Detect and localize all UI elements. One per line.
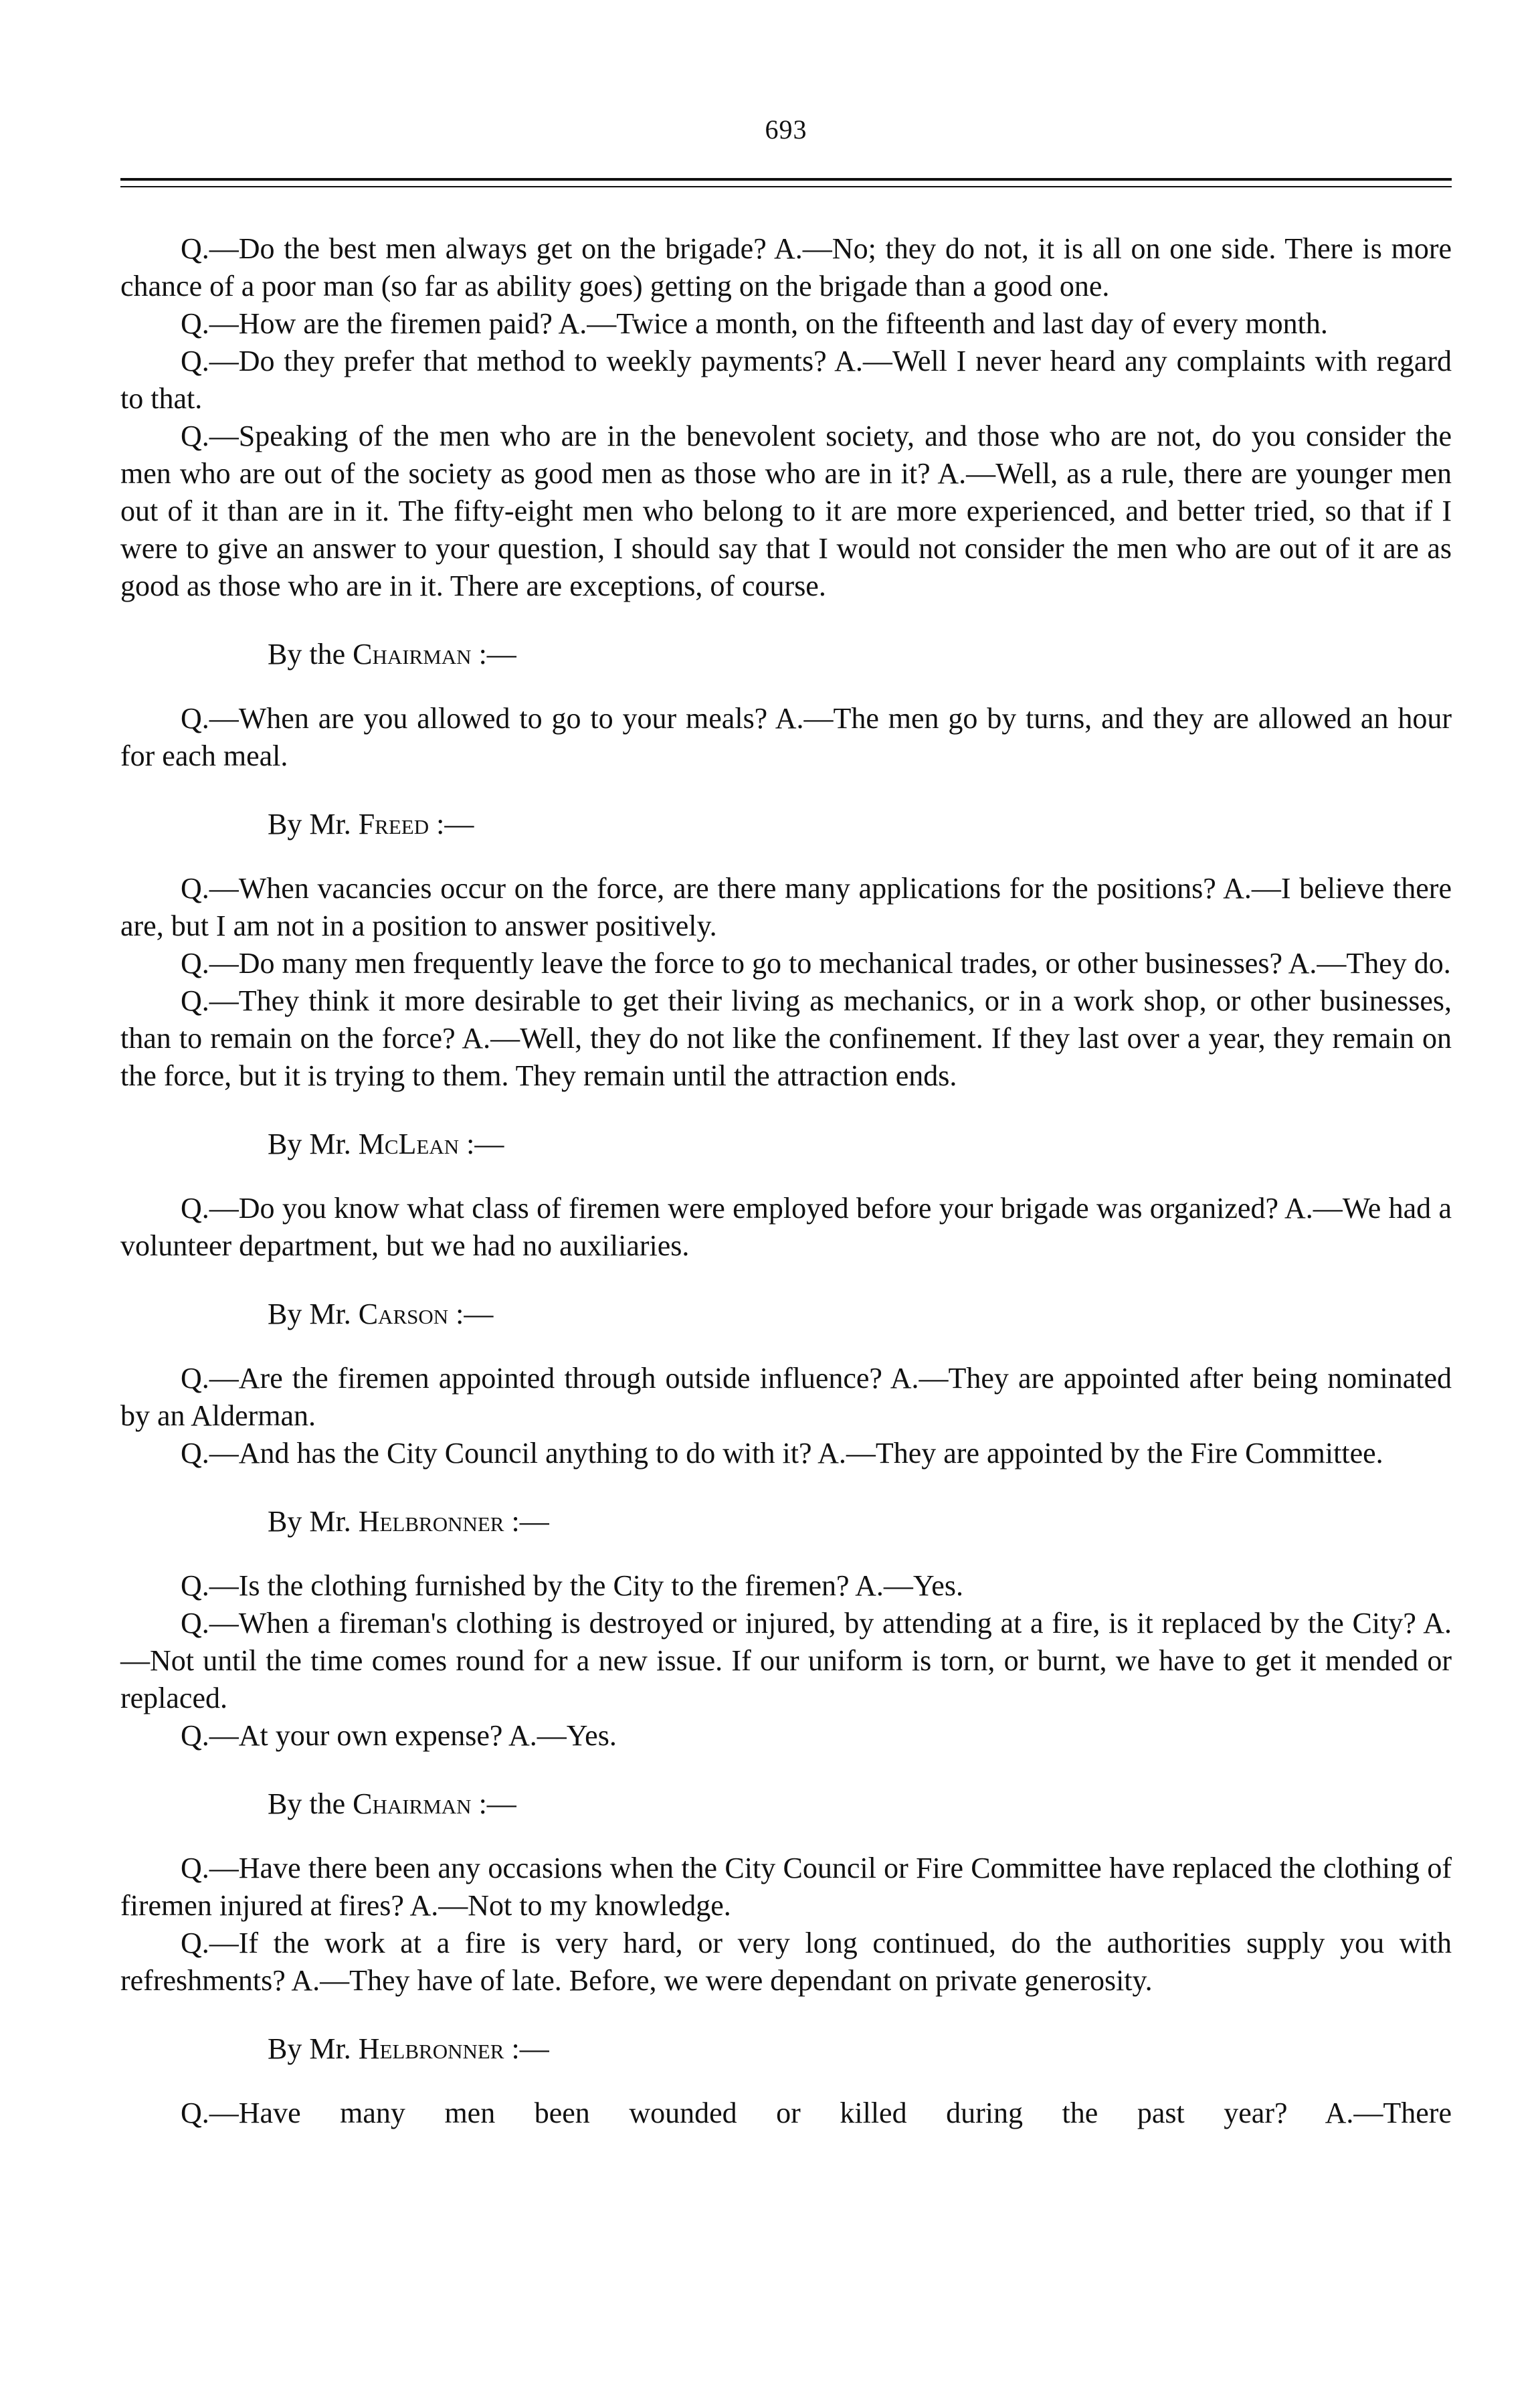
header-rule-thick	[120, 178, 1452, 181]
speaker-heading	[120, 636, 1452, 673]
question-text: Q.—When are you allowed to go to your meals?	[181, 702, 768, 735]
answer-text: A.—Twice a month, on the fifteenth and last day of every month.	[558, 307, 1328, 340]
qa-paragraph	[120, 982, 1452, 1095]
question-text: Q.—Do you know what class of firemen were employed before your brigade was organized?	[181, 1192, 1278, 1225]
answer-text: A.—Well, they do not like the confinement. If they last over a year, they remain on the force, but it is trying to them. They remain until the attraction ends.	[120, 1022, 1452, 1092]
qa-paragraph	[120, 1435, 1452, 1472]
qa-paragraph	[120, 343, 1452, 418]
document-page	[120, 114, 1452, 2362]
qa-paragraph	[120, 1605, 1452, 1717]
header-rule-thin	[120, 186, 1452, 187]
answer-text: A.—Not to my knowledge.	[409, 1889, 731, 1922]
question-text: Q.—When a fireman's clothing is destroyed or injured, by attending at a fire, is it replaced by the City?	[181, 1607, 1416, 1639]
answer-text: A.—Yes.	[508, 1719, 617, 1752]
speaker-name: McLean	[358, 1128, 460, 1160]
question-text: Q.—If the work at a fire is very hard, or very long continued, do the authorities supply you with refreshments?	[120, 1927, 1452, 1997]
qa-paragraph	[120, 1925, 1452, 2000]
qa-paragraph	[120, 700, 1452, 775]
answer-text: A.—Not until the time comes round for a new issue. If our uniform is torn, or burnt, we have to get it mended or replaced.	[120, 1607, 1452, 1714]
answer-text: A.—Well, as a rule, there are younger men out of it than are in it. The fifty-eight men who belong to it are more experienced, and better tried, so that if I were to give an answer to your question, I should say that I would not consider the men who are out of it are as good as those who are in it. There are exceptions, of course.	[120, 457, 1452, 602]
speaker-heading	[120, 1296, 1452, 1333]
speaker-prefix: By the	[268, 1787, 346, 1820]
speaker-prefix: By Mr.	[268, 1298, 351, 1330]
question-text: Q.—At your own expense?	[181, 1719, 503, 1752]
answer-text: A.—They have of late. Before, we were dependant on private generosity.	[291, 1964, 1153, 1997]
answer-text: A.—The men go by turns, and they are allowed an hour for each meal.	[120, 702, 1452, 772]
question-text: Q.—Do they prefer that method to weekly payments?	[181, 345, 827, 377]
question-text: Q.—Do the best men always get on the brigade?	[181, 232, 767, 265]
answer-text: A.—Well I never heard any complaints with regard to that.	[120, 345, 1452, 415]
testimony-text	[120, 230, 1452, 2132]
speaker-heading	[120, 1785, 1452, 1823]
qa-paragraph	[120, 305, 1452, 343]
speaker-prefix: By Mr.	[268, 808, 351, 840]
qa-paragraph	[120, 1850, 1452, 1925]
speaker-prefix: By Mr.	[268, 1128, 351, 1160]
answer-text: A.—They do.	[1288, 947, 1451, 980]
qa-paragraph	[120, 230, 1452, 305]
question-text: Q.—How are the firemen paid?	[181, 307, 553, 340]
qa-paragraph	[120, 870, 1452, 945]
question-text: Q.—Have there been any occasions when the City Council or Fire Committee have replaced the clothing of firemen injured at fires?	[120, 1852, 1452, 1922]
speaker-prefix: By the	[268, 638, 346, 671]
speaker-heading	[120, 1503, 1452, 1540]
qa-paragraph	[120, 1190, 1452, 1265]
answer-text: A.—They are appointed after being nominated by an Alderman.	[120, 1362, 1452, 1432]
question-text: Q.—Have many men been wounded or killed during the past year?	[181, 2097, 1288, 2129]
speaker-suffix: :—	[511, 2032, 549, 2065]
speaker-suffix: :—	[436, 808, 474, 840]
qa-paragraph	[120, 418, 1452, 605]
question-text: Q.—Speaking of the men who are in the benevolent society, and those who are not, do you consider the men who are out of the society as good men as those who are in it?	[120, 420, 1452, 490]
qa-paragraph	[120, 1360, 1452, 1435]
speaker-name: Chairman	[353, 1787, 472, 1820]
speaker-suffix: :—	[456, 1298, 494, 1330]
answer-text: A.—We had a volunteer department, but we had no auxiliaries.	[120, 1192, 1452, 1262]
answer-text: A.—There	[1325, 2097, 1452, 2129]
speaker-prefix: By Mr.	[268, 2032, 351, 2065]
speaker-suffix: :—	[478, 1787, 516, 1820]
qa-paragraph	[120, 945, 1452, 982]
question-text: Q.—Is the clothing furnished by the City to the firemen?	[181, 1569, 850, 1602]
speaker-name: Helbronner	[358, 1505, 504, 1538]
answer-text: A.—Yes.	[855, 1569, 963, 1602]
speaker-name: Chairman	[353, 638, 472, 671]
answer-text: A.—No; they do not, it is all on one side. There is more chance of a poor man (so far as ability goes) getting on the brigade than a good one.	[120, 232, 1452, 302]
speaker-suffix: :—	[466, 1128, 504, 1160]
speaker-name: Freed	[358, 808, 429, 840]
speaker-suffix: :—	[478, 638, 516, 671]
speaker-heading	[120, 806, 1452, 843]
speaker-name: Helbronner	[358, 2032, 504, 2065]
question-text: Q.—Do many men frequently leave the force to go to mechanical trades, or other businesses?	[181, 947, 1282, 980]
question-text: Q.—Are the firemen appointed through outside influence?	[181, 1362, 882, 1395]
qa-paragraph	[120, 1567, 1452, 1605]
question-text: Q.—They think it more desirable to get their living as mechanics, or in a work shop, or other businesses, than to remain on the force?	[120, 984, 1452, 1055]
speaker-heading	[120, 2030, 1452, 2068]
qa-paragraph	[120, 1717, 1452, 1755]
answer-text: A.—They are appointed by the Fire Committee.	[817, 1437, 1383, 1470]
speaker-prefix: By Mr.	[268, 1505, 351, 1538]
question-text: Q.—And has the City Council anything to do with it?	[181, 1437, 812, 1470]
speaker-name: Carson	[358, 1298, 449, 1330]
question-text: Q.—When vacancies occur on the force, are there many applications for the positions?	[181, 872, 1216, 905]
qa-paragraph	[120, 2095, 1452, 2132]
answer-text: A.—I believe there are, but I am not in a position to answer positively.	[120, 872, 1452, 942]
speaker-heading	[120, 1126, 1452, 1163]
page-number: 693	[765, 114, 807, 145]
speaker-suffix: :—	[511, 1505, 549, 1538]
